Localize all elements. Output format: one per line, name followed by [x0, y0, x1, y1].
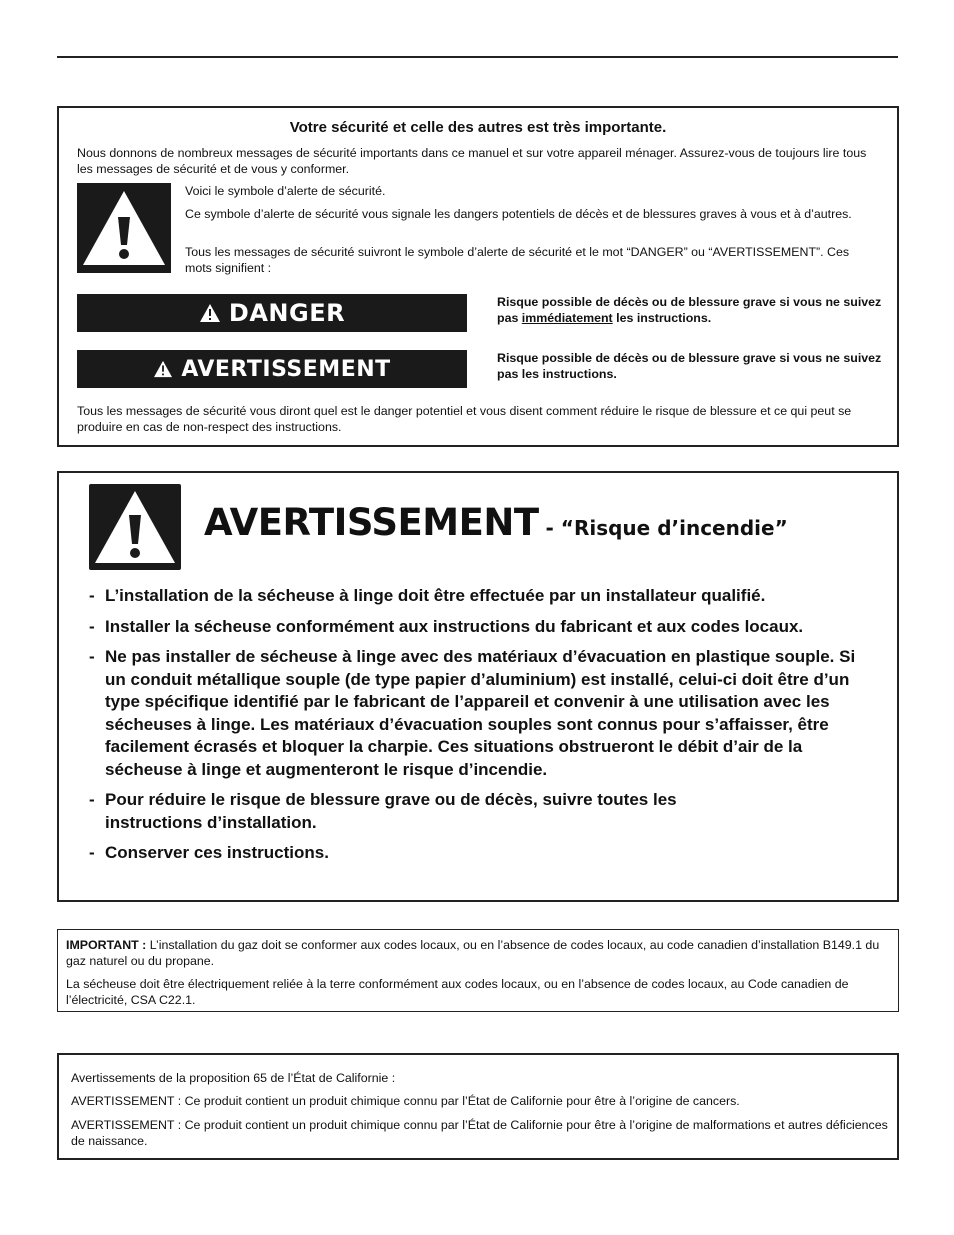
- safety-signal-words: Tous les messages de sécurité suivront le symbole d’alerte de sécurité et le mot “DANGER” ou “AVERTISSEMENT”. Ces mots signifient :: [185, 245, 850, 275]
- list-dash: -: [89, 616, 95, 636]
- warning-triangle-icon: [77, 183, 171, 273]
- list-item-text: Conserver ces instructions.: [105, 843, 329, 862]
- list-item: [89, 646, 879, 781]
- danger-desc-part-1: Risque possible de décès ou de blessure grave si vous ne suivez pas: [497, 295, 882, 325]
- danger-label: DANGER: [228, 299, 346, 327]
- electric-grounding-note: La sécheuse doit être électriquement reliée à la terre conformément aux codes locaux, ou en l’absence de codes locaux, au Code canadien de l’électricité, CSA C22.1.: [66, 977, 849, 1007]
- safety-intro: Nous donnons de nombreux messages de sécurité importants dans ce manuel et sur votre appareil ménager. Assurez-vous de toujours lire tous les messages de sécurité et de vous y conformer.: [77, 146, 867, 176]
- danger-desc-part-2: les instructions.: [612, 311, 712, 325]
- important-notice-box: [57, 929, 899, 1012]
- prop65-title: Avertissements de la proposition 65 de l’État de Californie :: [71, 1071, 396, 1085]
- fire-heading-title: AVERTISSEMENT: [204, 501, 539, 544]
- list-dash: -: [89, 843, 95, 862]
- warning-signal-bar: [77, 350, 467, 388]
- warning-label: AVERTISSEMENT: [181, 356, 391, 382]
- gas-installation-text: L’installation du gaz doit se conformer aux codes locaux, ou en l’absence de codes locaux, au code canadien d’installation B149.1 du gaz naturel ou du propane.: [66, 938, 880, 968]
- safety-closing-text: Tous les messages de sécurité vous diront quel est le danger potentiel et vous disent comment réduire le risque de blessure et ce qui peut se produire en cas de non-respect des instructions.: [77, 404, 852, 434]
- important-label: IMPORTANT :: [66, 938, 147, 952]
- prop65-birth-defect-warning: AVERTISSEMENT : Ce produit contient un produit chimique connu par l’État de Californie pour être à l’origine de malformations et autres déficiences de naissance.: [71, 1118, 888, 1148]
- list-item: [89, 616, 879, 639]
- safety-information-box: [57, 106, 899, 447]
- list-item: [89, 842, 879, 865]
- danger-signal-bar: [77, 294, 467, 332]
- safety-title: Votre sécurité et celle des autres est très importante.: [289, 119, 667, 136]
- list-item-text: Ne pas installer de sécheuse à linge avec des matériaux d’évacuation en plastique souple. Si un conduit métallique souple (de type papier d’aluminium) est installé, celui-ci doit être d’un type spécifique identifié par le fabricant de l’appareil et convenir à une utilisation avec les sécheuses à linge. Les matériaux d’évacuation souples sont connus pour s’affaisser, être facilement écrasés et bloquer la charpie. Ces situations obstrueront le débit d’air de la sécheuse à linge et augmenteront le risque d’incendie.: [105, 647, 856, 779]
- fire-hazard-warning-box: [57, 471, 899, 902]
- prop65-cancer-warning: AVERTISSEMENT : Ce produit contient un produit chimique connu par l’État de Californie pour être à l’origine de cancers.: [71, 1094, 740, 1108]
- list-dash: -: [89, 647, 95, 666]
- list-item-text: L’installation de la sécheuse à linge doit être effectuée par un installateur qualifié.: [105, 586, 766, 605]
- fire-heading-subtitle: - “Risque d’incendie”: [538, 516, 788, 540]
- warning-triangle-icon: [153, 360, 173, 378]
- warning-description: Risque possible de décès ou de blessure grave si vous ne suivez pas les instructions.: [497, 351, 882, 381]
- safety-symbol-note: Voici le symbole d’alerte de sécurité.: [185, 184, 386, 198]
- fire-instructions-list: [89, 585, 879, 873]
- list-item-text: Pour réduire le risque de blessure grave ou de décès, suivre toutes les instructions d’installation.: [105, 790, 677, 832]
- danger-desc-emphasis: immédiatement: [521, 311, 613, 325]
- gas-installation-note: [66, 937, 891, 969]
- warning-triangle-icon: [89, 484, 181, 570]
- safety-symbol-meaning: Ce symbole d’alerte de sécurité vous signale les dangers potentiels de décès et de blessures graves à vous et à d’autres.: [185, 207, 852, 221]
- list-dash: -: [89, 586, 95, 605]
- list-item-text: Installer la sécheuse conformément aux instructions du fabricant et aux codes locaux.: [105, 616, 804, 636]
- list-item: [89, 789, 879, 834]
- prop65-warning-box: [57, 1053, 899, 1160]
- list-item: [89, 585, 879, 608]
- warning-triangle-icon: [199, 303, 221, 323]
- list-dash: -: [89, 790, 95, 809]
- danger-description: [497, 294, 892, 326]
- top-rule: [57, 56, 898, 58]
- fire-heading: [204, 501, 788, 544]
